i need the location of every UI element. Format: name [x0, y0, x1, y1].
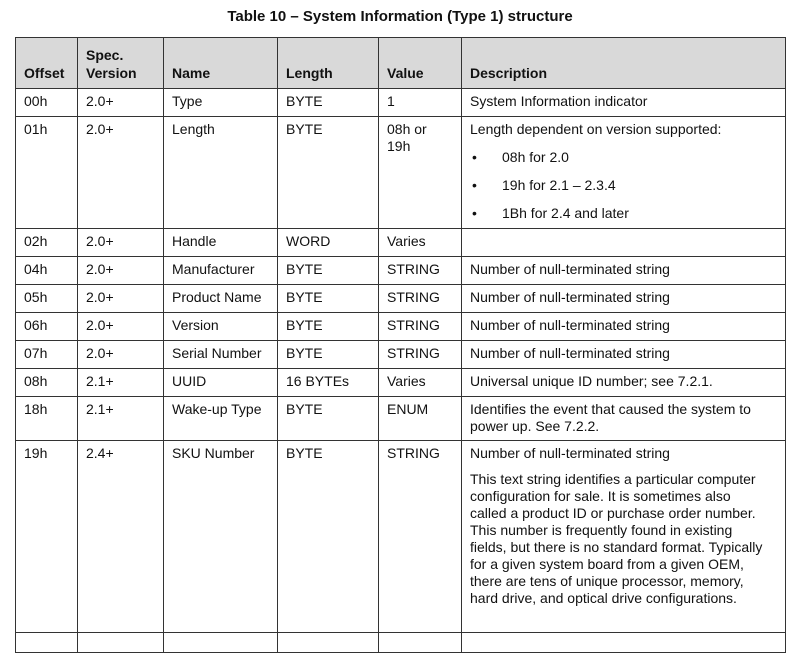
table-row: [16, 369, 786, 397]
description-text: Identifies the event that caused the system to power up. See 7.2.2.: [470, 401, 751, 434]
description-text: Length dependent on version supported:: [470, 121, 722, 137]
cell-name: Serial Number: [164, 341, 278, 369]
cell-offset: 08h: [16, 369, 78, 397]
header-offset: Offset: [16, 38, 78, 89]
cell-description: [462, 397, 786, 441]
header-value: Value: [379, 38, 462, 89]
cell-empty: [164, 633, 278, 653]
table-row: [16, 313, 786, 341]
bullet-icon: •: [472, 149, 477, 165]
table-row: [16, 341, 786, 369]
description-text: Number of null-terminated string: [470, 261, 670, 277]
table-row: [16, 229, 786, 257]
cell-value: 1: [379, 89, 462, 117]
system-information-table: [15, 37, 786, 653]
cell-name: Version: [164, 313, 278, 341]
table-row: [16, 441, 786, 633]
cell-description: [462, 285, 786, 313]
cell-description: [462, 89, 786, 117]
cell-value: STRING: [379, 313, 462, 341]
cell-name: Product Name: [164, 285, 278, 313]
cell-name: Length: [164, 117, 278, 229]
cell-version: 2.0+: [78, 89, 164, 117]
bullet-text: 08h for 2.0: [502, 149, 569, 165]
cell-value: Varies: [379, 369, 462, 397]
description-detail: This text string identifies a particular computer configuration for sale. It is sometimes also called a product ID or purchase order number. This number is frequently found in existing fields, but there is no standard format. Typically for a given system board from a given OEM, there are tens of unique processor, memory, hard drive, and optical drive configurations.: [470, 471, 763, 606]
cell-length: BYTE: [278, 313, 379, 341]
description-text: Number of null-terminated string: [470, 445, 670, 461]
cell-empty: [278, 633, 379, 653]
cell-offset: 05h: [16, 285, 78, 313]
cell-description: [462, 341, 786, 369]
description-text: Number of null-terminated string: [470, 317, 670, 333]
table-row: [16, 397, 786, 441]
bullet-item: [470, 149, 777, 166]
cell-length: BYTE: [278, 397, 379, 441]
cell-name: Manufacturer: [164, 257, 278, 285]
table-header-row: [16, 38, 786, 89]
cell-name: Wake-up Type: [164, 397, 278, 441]
cell-value: 08h or 19h: [379, 117, 462, 229]
header-description: Description: [462, 38, 786, 89]
table-row: [16, 117, 786, 229]
cell-version: 2.0+: [78, 117, 164, 229]
cell-empty: [462, 633, 786, 653]
cell-offset: 00h: [16, 89, 78, 117]
cell-name: Handle: [164, 229, 278, 257]
cell-length: BYTE: [278, 441, 379, 633]
cell-value: ENUM: [379, 397, 462, 441]
cell-empty: [78, 633, 164, 653]
bullet-icon: •: [472, 177, 477, 193]
bullet-item: [470, 177, 777, 194]
cell-offset: 06h: [16, 313, 78, 341]
description-text: Number of null-terminated string: [470, 289, 670, 305]
cell-offset: 07h: [16, 341, 78, 369]
bullet-item: [470, 205, 777, 222]
cell-offset: 19h: [16, 441, 78, 633]
cell-length: BYTE: [278, 285, 379, 313]
cell-length: BYTE: [278, 117, 379, 229]
cell-description: [462, 369, 786, 397]
cell-version: 2.1+: [78, 369, 164, 397]
table-row: [16, 633, 786, 653]
header-spec-version: Spec. Version: [78, 38, 164, 89]
cell-length: WORD: [278, 229, 379, 257]
cell-description: [462, 313, 786, 341]
cell-length: BYTE: [278, 341, 379, 369]
cell-name: SKU Number: [164, 441, 278, 633]
cell-name: UUID: [164, 369, 278, 397]
cell-description: [462, 229, 786, 257]
cell-length: 16 BYTEs: [278, 369, 379, 397]
cell-offset: 01h: [16, 117, 78, 229]
cell-value: STRING: [379, 257, 462, 285]
cell-offset: 02h: [16, 229, 78, 257]
cell-offset: 04h: [16, 257, 78, 285]
cell-value: STRING: [379, 441, 462, 633]
cell-value: STRING: [379, 285, 462, 313]
cell-version: 2.0+: [78, 313, 164, 341]
cell-offset: 18h: [16, 397, 78, 441]
header-name: Name: [164, 38, 278, 89]
cell-empty: [16, 633, 78, 653]
cell-version: 2.0+: [78, 229, 164, 257]
bullet-text: 19h for 2.1 – 2.3.4: [502, 177, 616, 193]
table-row: [16, 257, 786, 285]
header-length: Length: [278, 38, 379, 89]
cell-version: 2.4+: [78, 441, 164, 633]
cell-description: [462, 257, 786, 285]
cell-version: 2.0+: [78, 257, 164, 285]
table-title: Table 10 – System Information (Type 1) structure: [227, 8, 573, 25]
cell-value: STRING: [379, 341, 462, 369]
bullet-icon: •: [472, 205, 477, 221]
cell-value: Varies: [379, 229, 462, 257]
cell-version: 2.1+: [78, 397, 164, 441]
cell-description: [462, 117, 786, 229]
cell-version: 2.0+: [78, 285, 164, 313]
cell-name: Type: [164, 89, 278, 117]
cell-version: 2.0+: [78, 341, 164, 369]
cell-description: [462, 441, 786, 633]
cell-length: BYTE: [278, 257, 379, 285]
description-text: Universal unique ID number; see 7.2.1.: [470, 373, 713, 389]
table-body: [16, 89, 786, 653]
table-row: [16, 89, 786, 117]
table-row: [16, 285, 786, 313]
cell-length: BYTE: [278, 89, 379, 117]
description-text: Number of null-terminated string: [470, 345, 670, 361]
description-text: System Information indicator: [470, 93, 648, 109]
bullet-text: 1Bh for 2.4 and later: [502, 205, 629, 221]
cell-empty: [379, 633, 462, 653]
